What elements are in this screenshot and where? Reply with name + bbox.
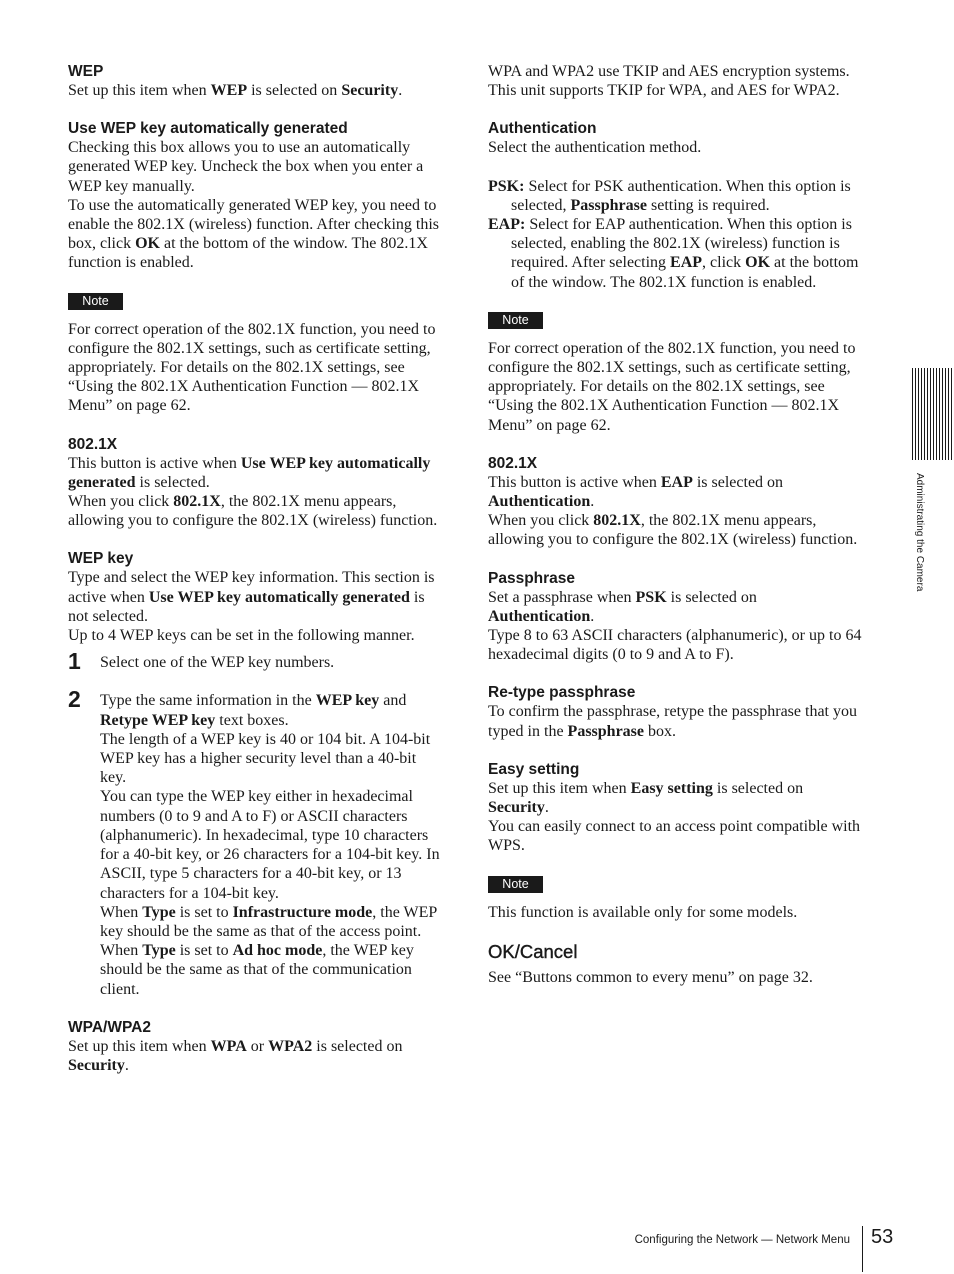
okcancel-section — [488, 941, 862, 987]
page-number: 53 — [871, 1226, 894, 1248]
easy-para1: Set up this item when Easy setting is selected on Security. — [488, 779, 804, 817]
retype-section — [488, 683, 862, 740]
wep-key-para2: Up to 4 WEP keys can be set in the following manner. — [68, 627, 415, 645]
retype-heading: Re-type passphrase — [488, 684, 636, 702]
x8021-para1: This button is active when EAP is selected on Authentication. — [488, 473, 784, 511]
note-body: For correct operation of the 802.1X function, you need to configure the 802.1X settings, such as certificate setting, appropriately. For details on the 802.1X settings, see “Using the 802.1X Authentication Function — 802.1X Menu” on page 62. — [68, 320, 436, 415]
auth-body: Select the authentication method. — [488, 139, 702, 157]
use-wep-heading: Use WEP key automatically generated — [68, 120, 348, 138]
note-body: For correct operation of the 802.1X function, you need to configure the 802.1X settings, such as certificate setting, appropriately. For details on the 802.1X settings, see “Using the 802.1X Authentication Function — 802.1X Menu” on page 62. — [488, 339, 856, 434]
wep-body: Set up this item when WEP is selected on Security. — [68, 82, 403, 99]
note-box-1 — [68, 292, 442, 416]
okcancel-heading: OK/Cancel — [488, 940, 578, 962]
wpa-body: Set up this item when WPA or WPA2 is selected on Security. — [68, 1037, 403, 1074]
x8021-para2: When you click 802.1X, the 802.1X menu appears, allowing you to configure the 802.1X (wireless) function. — [488, 512, 858, 549]
note-box-2 — [488, 311, 862, 435]
auth-eap-item: EAP: Select for EAP authentication. When this option is selected, enabling the 802.1X (wireless) function is required. After selecting EAP, click OK at the bottom of the window. The 802.1X function is enabled. — [488, 216, 859, 291]
step-number: 1 — [68, 648, 81, 675]
x8021-section-right — [488, 454, 862, 550]
use-wep-para1: Checking this box allows you to use an automatically generated WEP key. Uncheck the box when you enter a WEP key manually. — [68, 139, 424, 195]
intro-section — [488, 62, 862, 100]
okcancel-body: See “Buttons common to every menu” on page 32. — [488, 968, 813, 986]
x8021-para1: This button is active when Use WEP key automatically generated is selected. — [68, 454, 431, 491]
footer-section-title: Configuring the Network — Network Menu — [634, 1234, 850, 1246]
chapter-side-label — [906, 473, 932, 623]
step-2 — [68, 686, 442, 998]
auth-psk-item: PSK: Select for PSK authentication. When this option is selected, Passphrase setting is required. — [488, 177, 851, 214]
passphrase-para2: Type 8 to 63 ASCII characters (alphanumeric), or up to 64 hexadecimal digits (0 to 9 and A to F). — [488, 627, 862, 664]
easy-para2: You can easily connect to an access point compatible with WPS. — [488, 818, 861, 855]
x8021-heading: 802.1X — [488, 454, 538, 472]
wep-section — [68, 62, 442, 100]
easy-section — [488, 760, 862, 856]
passphrase-section — [488, 569, 862, 665]
left-column — [68, 62, 442, 1094]
auth-section — [488, 119, 862, 291]
x8021-section — [68, 435, 442, 531]
note-badge: Note — [68, 293, 123, 310]
step-number: 2 — [68, 686, 81, 713]
step-1 — [68, 648, 442, 675]
chapter-side-label-text: Administrating the Camera — [914, 473, 925, 592]
step-2-text-1: Type the same information in the WEP key and Retype WEP key text boxes. — [100, 692, 407, 729]
wpa-heading: WPA/WPA2 — [68, 1018, 151, 1036]
step-2-text-4: When Type is set to Infrastructure mode, the WEP key should be the same as that of the access point. When Type is set to Ad hoc mode, the WEP key should be the same as that of the communication client. — [100, 903, 437, 998]
wep-key-heading: WEP key — [68, 550, 134, 568]
wpa-section — [68, 1018, 442, 1075]
wep-key-section — [68, 549, 442, 645]
step-2-text-2: The length of a WEP key is 40 or 104 bit. A 104-bit WEP key has a higher security level than a 40-bit key. — [100, 730, 431, 787]
wep-heading: WEP — [68, 63, 104, 80]
note-box-3 — [488, 875, 862, 922]
note-badge: Note — [488, 876, 543, 893]
easy-heading: Easy setting — [488, 760, 580, 778]
x8021-para2: When you click 802.1X, the 802.1X menu appears, allowing you to configure the 802.1X (wireless) function. — [68, 493, 438, 530]
auth-heading: Authentication — [488, 120, 597, 138]
chapter-tab-marker — [912, 368, 954, 460]
x8021-heading: 802.1X — [68, 435, 118, 453]
wep-key-para1: Type and select the WEP key information. This section is active when Use WEP key automatically generated is not selected. — [68, 569, 435, 625]
passphrase-para1: Set a passphrase when PSK is selected on Authentication. — [488, 588, 757, 625]
right-column — [488, 62, 862, 1006]
step-1-text: Select one of the WEP key numbers. — [100, 654, 335, 672]
note-badge: Note — [488, 312, 543, 329]
passphrase-heading: Passphrase — [488, 569, 576, 587]
note-body: This function is available only for some models. — [488, 903, 798, 921]
intro-text: WPA and WPA2 use TKIP and AES encryption systems. This unit supports TKIP for WPA, and AES for WPA2. — [488, 63, 850, 100]
footer-divider — [862, 1226, 863, 1272]
use-wep-para2: To use the automatically generated WEP key, you need to enable the 802.1X (wireless) function. After checking this box, click OK at the bottom of the window. The 802.1X function is enabled. — [68, 196, 439, 272]
retype-body: To confirm the passphrase, retype the passphrase that you typed in the Passphrase box. — [488, 703, 857, 740]
step-2-text-3: You can type the WEP key either in hexadecimal numbers (0 to 9 and A to F) or ASCII characters (alphanumeric). In hexadecimal, type 10 characters for a 40-bit key, or 26 characters for a 104-bit key. In ASCII, type 5 characters for a 40-bit key, or 13 characters for a 104-bit key. — [100, 788, 440, 902]
use-wep-section — [68, 119, 442, 272]
